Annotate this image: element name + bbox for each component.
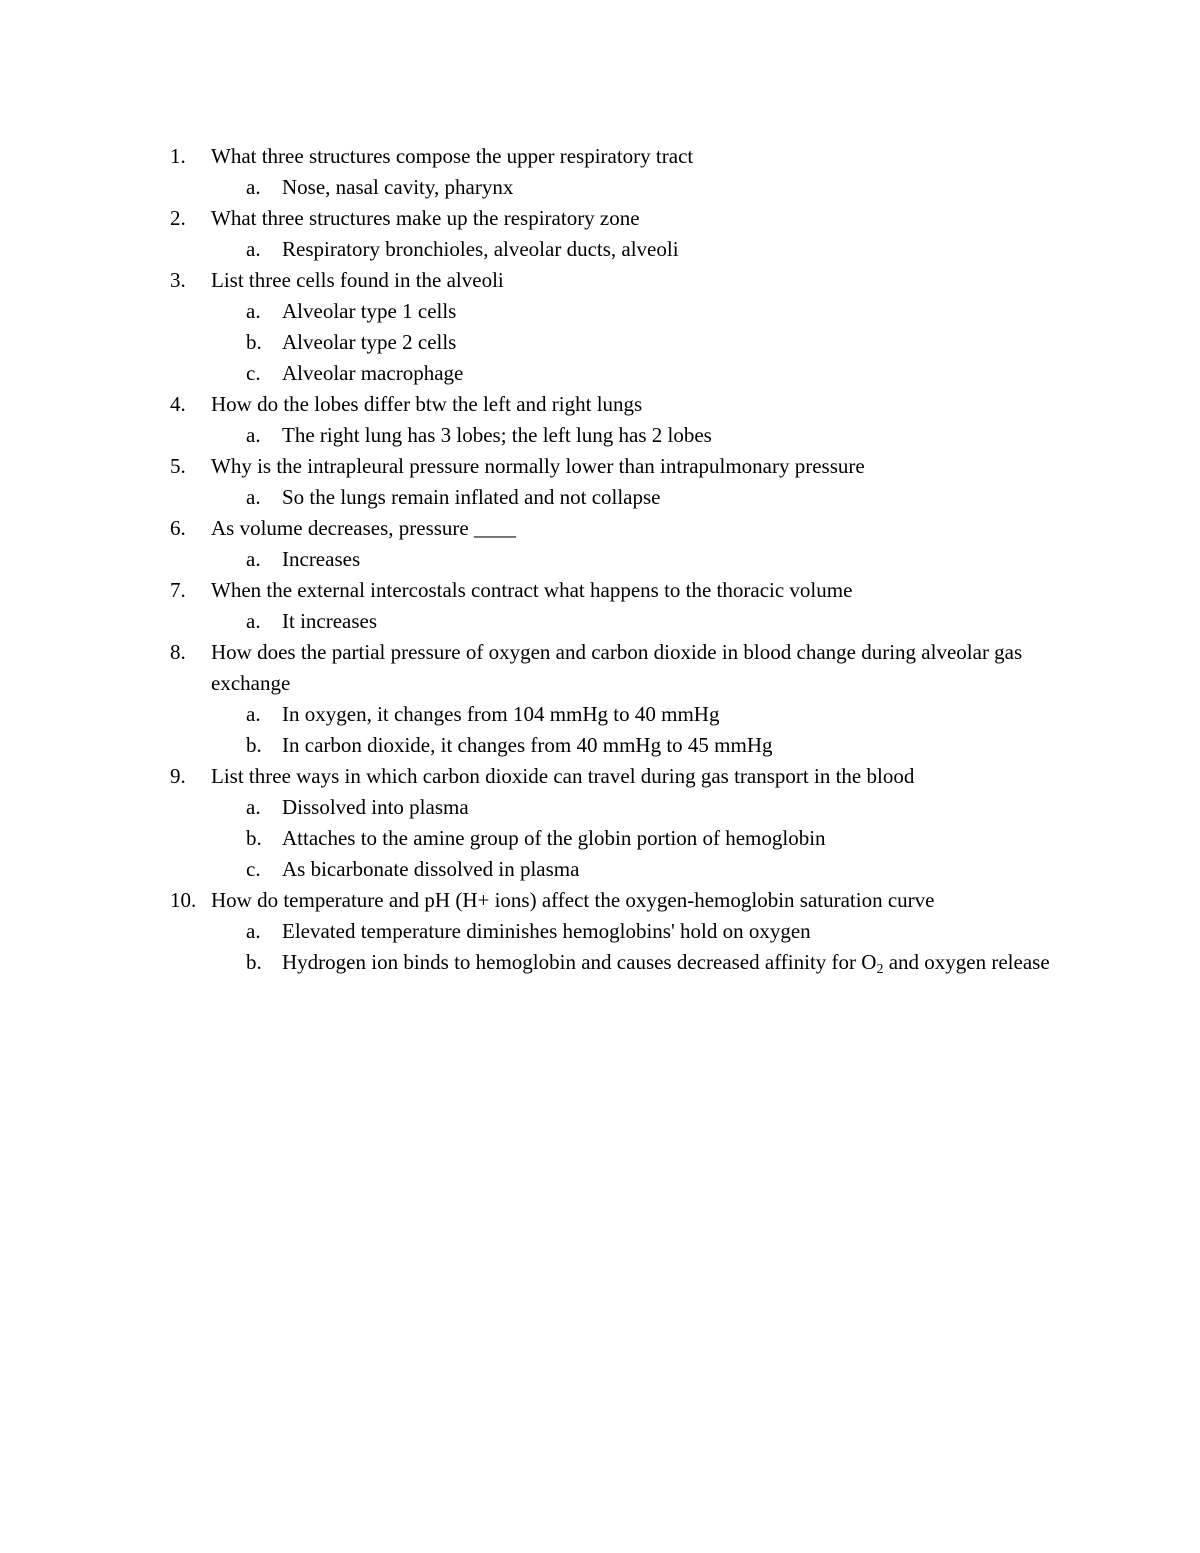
question-text: Why is the intrapleural pressure normally lower than intrapulmonary pressure [211,454,865,478]
answer-text: Alveolar type 2 cells [282,330,457,354]
question-text: How does the partial pressure of oxygen and carbon dioxide in blood change during alveolar gas exchange [211,640,1023,695]
question-list [170,141,1050,978]
answer-7a [170,606,1050,637]
answer-text: Elevated temperature diminishes hemoglobins' hold on oxygen [282,919,811,943]
answer-letter: b. [246,950,262,974]
answer-6a [170,544,1050,575]
answer-letter: a. [246,299,261,323]
answer-10a [170,916,1050,947]
question-number: 8. [170,640,186,664]
answer-3c [170,358,1050,389]
question-6 [170,513,1050,544]
question-text: How do the lobes differ btw the left and right lungs [211,392,643,416]
question-5 [170,451,1050,482]
question-number: 10. [170,888,197,912]
question-text: As volume decreases, pressure ____ [211,516,516,540]
answer-text: It increases [282,609,378,633]
answer-text: Increases [282,547,361,571]
answer-2a [170,234,1050,265]
answer-5a [170,482,1050,513]
question-number: 6. [170,516,186,540]
answer-letter: a. [246,919,261,943]
answer-letter: a. [246,423,261,447]
answer-9c [170,854,1050,885]
answer-text: So the lungs remain inflated and not collapse [282,485,661,509]
question-9 [170,761,1050,792]
subscript: 2 [876,962,884,977]
question-number: 5. [170,454,186,478]
answer-letter: a. [246,609,261,633]
answer-text: Dissolved into plasma [282,795,469,819]
answer-text: Respiratory bronchioles, alveolar ducts, alveoli [282,237,679,261]
answer-4a [170,420,1050,451]
question-10 [170,885,1050,916]
answer-text-before: Hydrogen ion binds to hemoglobin and causes decreased affinity for O [282,950,877,974]
question-number: 1. [170,144,186,168]
answer-text-after: and oxygen release [883,950,1050,974]
answer-text: The right lung has 3 lobes; the left lung has 2 lobes [282,423,712,447]
question-number: 3. [170,268,186,292]
answer-text: Attaches to the amine group of the globin portion of hemoglobin [282,826,826,850]
answer-text [282,950,1050,977]
answer-9b [170,823,1050,854]
answer-text: In oxygen, it changes from 104 mmHg to 40 mmHg [282,702,720,726]
answer-letter: b. [246,826,262,850]
question-number: 7. [170,578,186,602]
answer-letter: b. [246,330,262,354]
answer-letter: b. [246,733,262,757]
answer-letter: a. [246,237,261,261]
question-text: How do temperature and pH (H+ ions) affect the oxygen-hemoglobin saturation curve [211,888,935,912]
answer-text: Alveolar macrophage [282,361,464,385]
answer-letter: a. [246,547,261,571]
question-8 [170,637,1050,699]
answer-8b [170,730,1050,761]
answer-text: Alveolar type 1 cells [282,299,457,323]
question-number: 4. [170,392,186,416]
question-number: 9. [170,764,186,788]
answer-letter: c. [246,857,261,881]
answer-letter: a. [246,175,261,199]
answer-letter: a. [246,702,261,726]
answer-text: In carbon dioxide, it changes from 40 mmHg to 45 mmHg [282,733,773,757]
answer-letter: a. [246,485,261,509]
answer-9a [170,792,1050,823]
question-number: 2. [170,206,186,230]
question-1 [170,141,1050,172]
answer-10b [170,947,1050,978]
question-text: When the external intercostals contract what happens to the thoracic volume [211,578,853,602]
answer-3b [170,327,1050,358]
question-text: List three cells found in the alveoli [211,268,504,292]
question-7 [170,575,1050,606]
question-2 [170,203,1050,234]
answer-1a [170,172,1050,203]
answer-letter: a. [246,795,261,819]
answer-letter: c. [246,361,261,385]
answer-text: As bicarbonate dissolved in plasma [282,857,580,881]
question-text: What three structures compose the upper respiratory tract [211,144,694,168]
answer-8a [170,699,1050,730]
question-4 [170,389,1050,420]
answer-3a [170,296,1050,327]
question-text: What three structures make up the respiratory zone [211,206,640,230]
question-3 [170,265,1050,296]
answer-text: Nose, nasal cavity, pharynx [282,175,514,199]
question-text: List three ways in which carbon dioxide can travel during gas transport in the blood [211,764,915,788]
